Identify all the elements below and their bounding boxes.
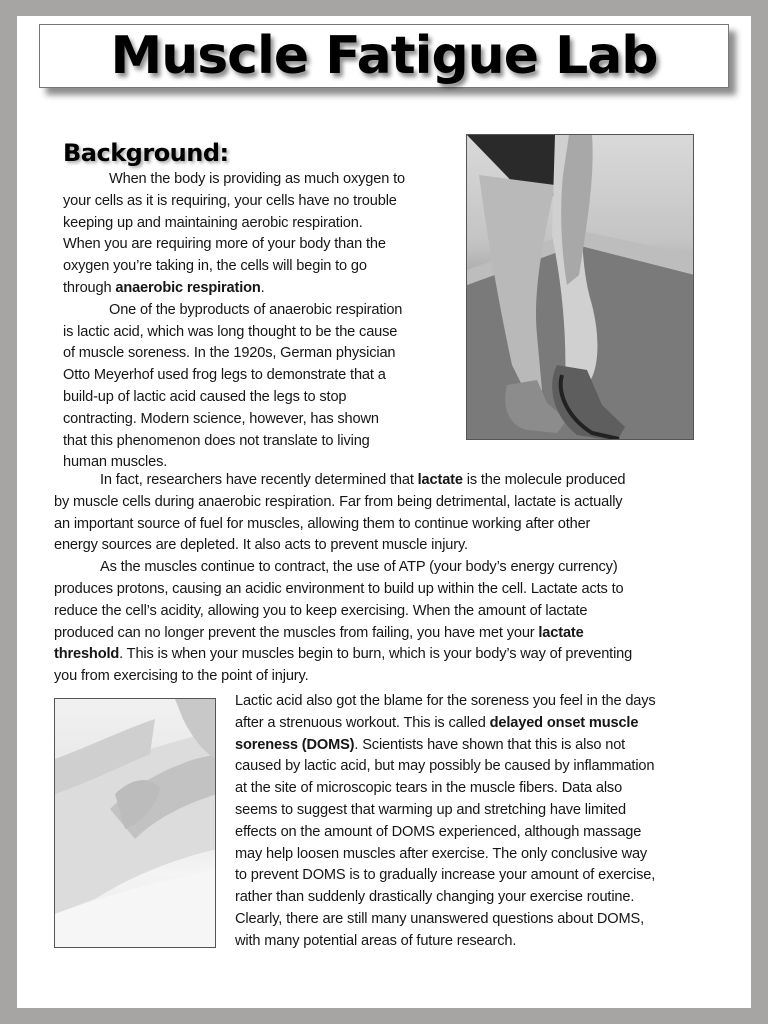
text-line: [54, 492, 734, 514]
text-line: [235, 865, 735, 887]
text-run: of muscle soreness. In the 1920s, German physician: [63, 345, 396, 362]
text-run: caused by lactic acid, but may possibly be caused by inflammation: [235, 758, 655, 775]
text-line: [63, 409, 453, 431]
text-run: . This is when your muscles begin to burn, which is your body’s way of preventing: [119, 646, 633, 663]
text-line: [235, 887, 735, 909]
text-run: produces protons, causing an acidic environment to build up within the cell. Lactate acts to: [54, 580, 624, 597]
text-run: reduce the cell’s acidity, allowing you to keep exercising. When the amount of lactate: [54, 602, 588, 619]
text-run: produced can no longer prevent the muscles from failing, you have met your: [54, 624, 539, 641]
bold-term: lactate: [538, 624, 584, 641]
text-run: may help loosen muscles after exercise. The only conclusive way: [235, 845, 648, 862]
text-run: human muscles.: [63, 454, 168, 471]
text-line: [235, 691, 735, 713]
text-line: [63, 278, 453, 300]
doms-paragraph: [235, 691, 735, 953]
text-line: [54, 579, 734, 601]
text-run: Otto Meyerhof used frog legs to demonstrate that a: [63, 367, 386, 384]
background-paragraphs: [63, 169, 453, 474]
text-line: [54, 623, 734, 645]
text-line: [63, 300, 453, 322]
text-line: [54, 514, 734, 536]
text-run: an important source of fuel for muscles, allowing them to continue working after other: [54, 515, 591, 532]
text-run: keeping up and maintaining aerobic respiration.: [63, 214, 363, 231]
runner-calf-photo: [466, 134, 694, 440]
text-line: [54, 601, 734, 623]
text-line: [54, 666, 734, 688]
text-line: [63, 387, 453, 409]
bold-term: threshold: [54, 646, 120, 663]
text-run: oxygen you’re taking in, the cells will begin to go: [63, 258, 367, 275]
text-line: [63, 256, 453, 278]
text-line: [63, 365, 453, 387]
text-line: [235, 756, 735, 778]
text-run: is the molecule produced: [462, 472, 626, 488]
text-line: [63, 322, 453, 344]
text-line: [63, 234, 453, 256]
text-line: [235, 800, 735, 822]
text-run: by muscle cells during anaerobic respiration. Far from being detrimental, lactate is actually: [54, 493, 623, 510]
title-banner: [39, 24, 729, 88]
text-run: through: [63, 279, 116, 296]
text-run: to prevent DOMS is to gradually increase your amount of exercise,: [235, 867, 656, 884]
bold-term: soreness (DOMS): [235, 736, 355, 753]
background-heading: Background:: [63, 139, 229, 167]
text-run: Lactic acid also got the blame for the soreness you feel in the days: [235, 693, 656, 709]
text-line: [54, 535, 734, 557]
text-line: [63, 169, 453, 191]
worksheet-page: [17, 16, 751, 1008]
text-line: [235, 778, 735, 800]
text-run: Clearly, there are still many unanswered questions about DOMS,: [235, 910, 644, 927]
lactate-paragraphs: [54, 470, 734, 688]
bold-term: anaerobic respiration: [115, 279, 261, 296]
text-run: is lactic acid, which was long thought to be the cause: [63, 323, 398, 340]
text-line: [63, 343, 453, 365]
text-run: your cells as it is requiring, your cells have no trouble: [63, 192, 397, 209]
text-run: contracting. Modern science, however, has shown: [63, 410, 379, 427]
text-run: build-up of lactic acid caused the legs to stop: [63, 388, 347, 405]
text-run: energy sources are depleted. It also acts to prevent muscle injury.: [54, 537, 468, 554]
text-line: [235, 822, 735, 844]
text-run: One of the byproducts of anaerobic respiration: [109, 301, 403, 318]
text-line: [54, 644, 734, 666]
text-run: . Scientists have shown that this is also not: [354, 736, 626, 753]
text-line: [63, 431, 453, 453]
text-run: you from exercising to the point of injury.: [54, 668, 309, 685]
bold-term: delayed onset muscle: [489, 714, 639, 731]
text-line: [63, 213, 453, 235]
text-line: [54, 557, 734, 579]
text-run: In fact, researchers have recently determined that: [100, 472, 418, 488]
text-run: rather than suddenly drastically changing your exercise routine.: [235, 889, 635, 906]
text-run: that this phenomenon does not translate to living: [63, 432, 370, 449]
text-line: [235, 735, 735, 757]
text-run: As the muscles continue to contract, the use of ATP (your body’s energy currency): [100, 559, 618, 576]
text-line: [63, 191, 453, 213]
text-run: .: [260, 279, 265, 296]
text-line: [235, 713, 735, 735]
page-title: Muscle Fatigue Lab: [110, 26, 658, 86]
text-run: after a strenuous workout. This is called: [235, 714, 490, 731]
text-run: with many potential areas of future research.: [235, 932, 517, 949]
text-line: [235, 931, 735, 953]
bold-term: lactate: [417, 472, 463, 488]
leg-massage-photo: [54, 698, 216, 948]
text-line: [235, 909, 735, 931]
text-run: effects on the amount of DOMS experienced, although massage: [235, 823, 642, 840]
text-line: [235, 844, 735, 866]
text-run: seems to suggest that warming up and stretching have limited: [235, 801, 626, 818]
text-run: When the body is providing as much oxygen to: [109, 171, 405, 187]
text-run: When you are requiring more of your body than the: [63, 236, 386, 253]
text-line: [54, 470, 734, 492]
text-run: at the site of microscopic tears in the muscle fibers. Data also: [235, 780, 623, 797]
